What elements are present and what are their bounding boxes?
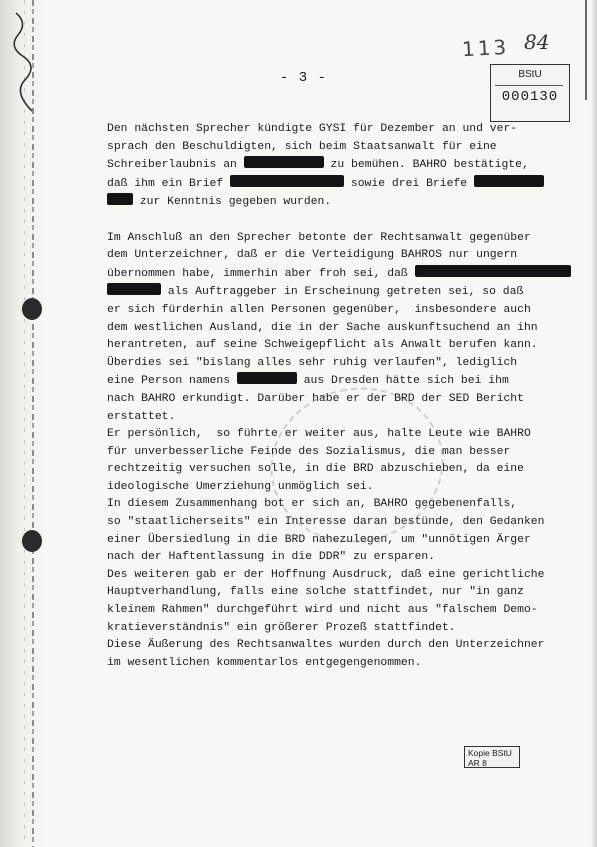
text-line [107, 139, 577, 157]
text-segment: aus Dresden hätte sich bei ihm [296, 375, 509, 388]
copy-stamp-line1: Kopie BStU [468, 748, 512, 758]
text-line [107, 283, 577, 302]
text-segment: In diesem Zusammenhang bot er sich an, BAHRO gegebenenfalls, [107, 498, 518, 511]
text-line [107, 426, 577, 444]
scribble-mark [6, 8, 46, 118]
text-segment: kleinem Rahmen" durchgeführt wird und nicht aus "falschem Demo- [107, 604, 538, 617]
text-segment: so "staatlicherseits" ein Interesse daran bestünde, den Gedanken [107, 516, 545, 529]
text-line [107, 461, 577, 479]
text-line [107, 637, 577, 655]
text-line [107, 444, 577, 462]
document-body [107, 121, 577, 672]
text-line [107, 514, 577, 532]
archive-stamp-label: BStU [518, 69, 542, 80]
text-segment: sowie drei Briefe [344, 177, 474, 190]
punch-hole-top [22, 298, 42, 320]
text-line [107, 355, 577, 373]
text-segment: nach der Haftentlassung in die DDR" zu ersparen. [107, 551, 436, 564]
text-segment: Schreiberlaubnis an [107, 159, 244, 172]
text-segment: Er persönlich, so führte er weiter aus, halte Leute wie BAHRO [107, 428, 531, 441]
text-segment: Den nächsten Sprecher kündigte GYSI für Dezember an und ver- [107, 123, 518, 135]
redaction-bar [415, 265, 571, 277]
copy-stamp-line2: AR 8 [468, 758, 487, 768]
text-segment: als Auftraggeber in Erscheinung getreten sei, so daß [161, 286, 524, 299]
redaction-bar [237, 372, 297, 384]
text-line [107, 193, 577, 212]
text-line [107, 567, 577, 585]
text-line [107, 265, 577, 284]
text-segment: Hauptverhandlung, falls eine solche stattfindet, nur "in ganz [107, 586, 524, 599]
text-line [107, 230, 577, 248]
text-segment: kratieverständnis" ein größerer Prozeß stattfindet. [107, 621, 456, 634]
handwritten-page-number: 84 [524, 30, 550, 54]
text-segment: ideologische Umerziehung unmöglich sei. [107, 480, 374, 493]
text-segment: Im Anschluß an den Sprecher betonte der Rechtsanwalt gegenüber [107, 231, 531, 244]
archive-stamp [490, 64, 570, 122]
text-line [107, 391, 577, 409]
copy-stamp [464, 746, 520, 768]
redaction-bar [244, 156, 324, 168]
archive-stamp-divider [495, 85, 563, 86]
text-line [107, 320, 577, 338]
text-line [107, 496, 577, 514]
paragraph [107, 121, 577, 212]
text-segment: sprach den Beschuldigten, sich beim Staatsanwalt für eine [107, 140, 497, 153]
paragraph-gap [107, 212, 577, 230]
text-line [107, 532, 577, 550]
binding-line [32, 0, 34, 847]
text-line [107, 620, 577, 638]
text-segment: einer Übersiedlung in die BRD nahezulegen, um "unnötigen Ärger [107, 533, 531, 546]
text-segment: erstattet. [107, 410, 176, 423]
text-segment: herantreten, auf seine Schweigepflicht als Anwalt berufen kann. [107, 339, 538, 352]
binding-edge [0, 0, 46, 847]
punch-hole-bottom [22, 530, 42, 552]
text-line [107, 602, 577, 620]
text-segment: im wesentlichen kommentarlos entgegengenommen. [107, 656, 422, 669]
text-line [107, 247, 577, 265]
text-line [107, 121, 577, 139]
text-line [107, 372, 577, 391]
text-line [107, 337, 577, 355]
text-line [107, 175, 577, 194]
text-segment: nach BAHRO erkundigt. Darüber habe er der BRD der SED Bericht [107, 392, 524, 405]
paragraph [107, 230, 577, 673]
redaction-bar [107, 283, 161, 295]
text-segment: Diese Äußerung des Rechtsanwaltes wurden durch den Unterzeichner [107, 639, 545, 652]
text-segment: rechtzeitig versuchen solle, in die BRD abzuschieben, da eine [107, 463, 524, 476]
redaction-bar [474, 175, 544, 187]
text-segment: Des weiteren gab er der Hoffnung Ausdruck, daß eine gerichtliche [107, 568, 545, 581]
redaction-bar [107, 193, 133, 205]
text-segment: eine Person namens [107, 375, 237, 388]
text-segment: zur Kenntnis gegeben wurden. [133, 196, 332, 209]
handwritten-folio-number: 113 [461, 34, 510, 62]
text-line [107, 549, 577, 567]
text-segment: dem Unterzeichner, daß er die Verteidigung BAHROS nur ungern [107, 249, 518, 262]
text-line [107, 302, 577, 320]
text-segment: übernommen habe, immerhin aber froh sei, daß [107, 267, 415, 280]
text-line [107, 409, 577, 427]
redaction-bar [230, 175, 344, 187]
text-segment: er sich fürderhin allen Personen gegenüber, insbesondere auch [107, 303, 531, 316]
text-segment: Überdies sei "bislang alles sehr ruhig verlaufen", lediglich [107, 356, 518, 369]
page-number: - 3 - [280, 70, 328, 86]
binding-line-secondary [24, 0, 25, 847]
text-line [107, 479, 577, 497]
archive-stamp-number: 000130 [501, 89, 559, 105]
text-line [107, 584, 577, 602]
right-page-edge [591, 0, 597, 847]
text-segment: dem westlichen Ausland, die in der Sache auskunftsuchend an ihn [107, 321, 538, 334]
text-line [107, 655, 577, 673]
text-segment: für unverbesserliche Feinde des Sozialismus, die man besser [107, 445, 511, 458]
text-line [107, 156, 577, 175]
text-segment: zu bemühen. BAHRO bestätigte, [323, 159, 529, 172]
edge-mark [585, 0, 587, 100]
text-segment: daß ihm ein Brief [107, 177, 231, 190]
